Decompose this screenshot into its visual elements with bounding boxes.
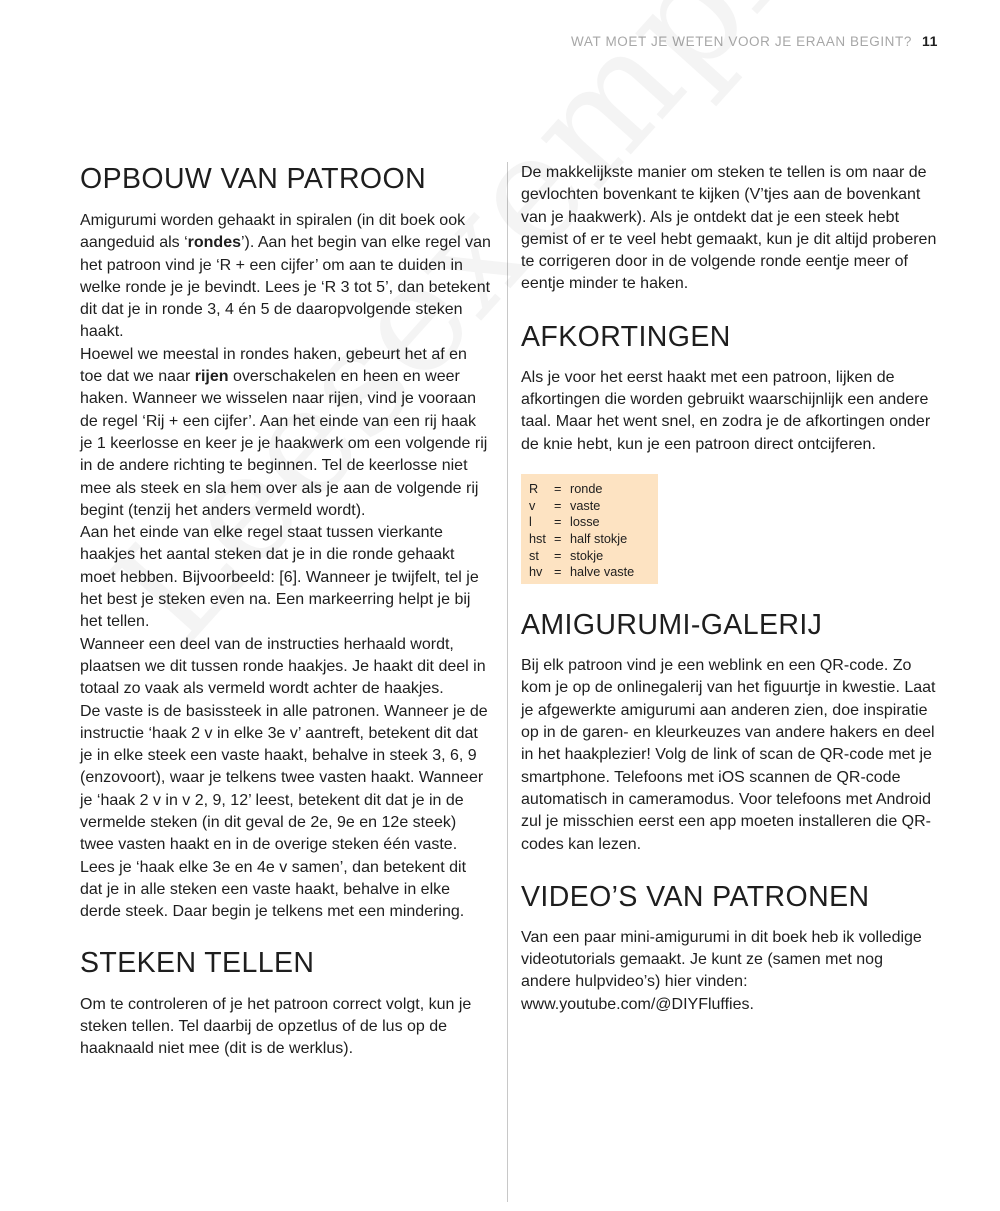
heading-steken-tellen: STEKEN TELLEN (80, 946, 315, 979)
paragraph: Als je voor het eerst haakt met een patroon, lijken de afkortingen die worden gebruikt waarschijnlijk een andere taal. Maar het went snel, en zodra je de afkortingen onder de knie hebt, kun je een patroon direct ontcijferen. (521, 368, 931, 453)
abbr-value: half stokje (570, 532, 628, 547)
column-divider (507, 162, 508, 1202)
paragraph: Lees je ‘haak elke 3e en 4e v samen’, dan betekent dit dat je in alle steken een vaste haakt, behalve in elke derde steek. Daar begin je telkens met een mindering. (80, 858, 467, 921)
abbr-key: st (529, 548, 539, 563)
abbr-equals: = (554, 565, 562, 580)
left-column (80, 162, 492, 1060)
abbr-key: hst (529, 532, 546, 547)
abbr-equals: = (554, 481, 562, 496)
abbreviation-table (521, 474, 658, 584)
abbr-key: hv (529, 565, 543, 580)
abbr-equals: = (554, 515, 562, 530)
paragraph: De vaste is de basissteek in alle patronen. Wanneer je de instructie ‘haak 2 v in elke 3e v’ aantreft, betekent dit dat je in elke steek een vaste haakt, behalve in steek 3, 6, 9 (enzovoort), waar je telkens twee vasten haakt. Wanneer je ‘haak 2 v in v 2, 9, 12’ leest, betekent dit dat je in de vermelde steken (in dit geval de 2e, 9e en 12e steek) twee vasten haakt en in de overige steken één vaste. (80, 702, 488, 854)
heading-opbouw: OPBOUW VAN PATROON (80, 163, 427, 195)
abbreviation-row (529, 531, 658, 548)
abbr-value: losse (570, 515, 600, 530)
bold-term-rijen: rijen (194, 368, 229, 386)
abbr-value: vaste (570, 498, 601, 513)
abbreviation-row (529, 548, 658, 565)
abbr-equals: = (554, 532, 562, 547)
abbr-key: v (529, 498, 536, 513)
abbreviation-row (529, 564, 658, 581)
abbr-value: stokje (570, 548, 604, 563)
right-column (521, 162, 937, 1016)
paragraph: Amigurumi worden gehaakt in spiralen (in dit boek ook aangeduid als ‘rondes’). Aan het begin van elke regel van het patroon vind je ‘R + een cijfer’ om aan te duiden in welke ronde je je bevindt. Lees je ‘R 3 tot 5’, dan betekent dit dat je in ronde 3, 4 én 5 de daaropvolgende steken haakt. (80, 212, 491, 341)
heading-afkortingen: AFKORTINGEN (521, 320, 731, 353)
paragraph: Hoewel we meestal in rondes haken, gebeurt het af en toe dat we naar rijen overschakelen en heen en weer haken. Wanneer we wisselen naar rijen, vind je vooraan de regel ‘Rij + een cijfer’. Aan het einde van een rij haak je 1 keerlosse en keer je je haakwerk om een volgende rij in de andere richting te beginnen. Tel de keerlosse niet mee als steek en sla hem over als je aan de volgende rij begint (tenzij het anders vermeld wordt). (80, 345, 488, 519)
paragraph: De makkelijkste manier om steken te tellen is om naar de gevlochten bovenkant te kijken (V’tjes aan de bovenkant van je haakwerk). Als je ontdekt dat je een steek hebt gemist of er te veel hebt gemaakt, kun je dit altijd proberen te corrigeren door in de volgende ronde eentje meer of eentje minder te haken. (521, 164, 937, 293)
abbreviation-row (529, 481, 658, 498)
abbr-value: ronde (570, 481, 603, 496)
paragraph: Van een paar mini-amigurumi in dit boek heb ik volledige videotutorials gemaakt. Je kunt ze (samen met nog andere hulpvideo’s) hier vinden: www.youtube.com/@DIYFluffies. (521, 928, 922, 1013)
chapter-title: WAT MOET JE WETEN VOOR JE ERAAN BEGINT? (571, 34, 912, 49)
abbr-key: R (529, 481, 539, 496)
abbreviation-row (529, 514, 658, 531)
page-number: 11 (922, 33, 938, 49)
paragraph: Aan het einde van elke regel staat tussen vierkante haakjes het aantal steken dat je in die ronde gehaakt moet hebben. Bijvoorbeeld: [6]. Wanneer je twijfelt, tel je het best je steken even na. Een markeerring helpt je bij het tellen. (80, 524, 479, 631)
paragraph: Om te controleren of je het patroon correct volgt, kun je steken tellen. Tel daarbij de opzetlus of de lus op de haaknaald niet mee (dit is de werklus). (80, 995, 472, 1058)
bold-term-rondes: rondes (187, 234, 241, 252)
abbr-key: l (529, 515, 532, 530)
abbr-equals: = (554, 548, 562, 563)
running-header (571, 33, 938, 49)
abbreviation-row (529, 498, 658, 515)
paragraph: Wanneer een deel van de instructies herhaald wordt, plaatsen we dit tussen ronde haakjes. Je haakt dit deel in totaal zo vaak als vermeld wordt achter de haakjes. (80, 635, 486, 698)
paragraph: Bij elk patroon vind je een weblink en een QR-code. Zo kom je op de onlinegalerij van het figuurtje in kwestie. Laat je afgewerkte amigurumi aan anderen zien, doe inspiratie op in de garen- en kleurkeuzes van andere hakers en deel in het haakplezier! Volg de link of scan de QR-code met je smartphone. Telefoons met iOS scannen de QR-code automatisch in cameramodus. Voor telefoons met Android zul je misschien eerst een app moeten installeren die QR-codes kan lezen. (521, 657, 936, 853)
heading-videos: VIDEO’S VAN PATRONEN (521, 880, 870, 913)
heading-amigurumi-galerij: AMIGURUMI-GALERIJ (521, 609, 823, 642)
abbr-equals: = (554, 498, 562, 513)
abbr-value: halve vaste (570, 565, 635, 580)
